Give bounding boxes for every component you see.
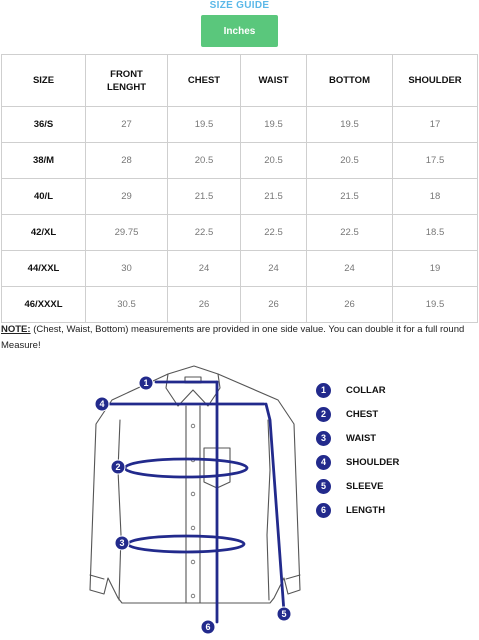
unit-toggle-button[interactable]: Inches [201, 15, 278, 47]
shirt-diagram [0, 360, 479, 640]
table-cell: 29.75 [86, 215, 168, 251]
table-row [2, 251, 478, 287]
measurement-markers [95, 376, 291, 634]
table-cell: 19.5 [241, 107, 307, 143]
legend-label: WAIST [346, 432, 377, 444]
measurement-lines [110, 382, 287, 622]
table-row [2, 215, 478, 251]
table-row [2, 107, 478, 143]
legend-label: SLEEVE [346, 480, 384, 492]
page-title: SIZE GUIDE [209, 0, 270, 11]
legend-number: 1 [316, 383, 331, 398]
legend-label: SHOULDER [346, 456, 400, 468]
table-row [2, 179, 478, 215]
table-cell: 21.5 [307, 179, 393, 215]
table-cell: 18.5 [393, 215, 478, 251]
table-cell: 17 [393, 107, 478, 143]
legend-number: 4 [316, 455, 331, 470]
legend-label: LENGTH [346, 504, 386, 516]
table-cell: 30.5 [86, 287, 168, 323]
table-cell: 18 [393, 179, 478, 215]
size-cell: 44/XXL [2, 251, 86, 287]
table-cell: 22.5 [168, 215, 241, 251]
legend-label: COLLAR [346, 384, 386, 396]
size-cell: 46/XXXL [2, 287, 86, 323]
legend-number: 6 [316, 503, 331, 518]
legend-number: 2 [316, 407, 331, 422]
marker-label: 6 [205, 622, 211, 632]
table-cell: 28 [86, 143, 168, 179]
table-cell: 21.5 [168, 179, 241, 215]
legend-number: 3 [316, 431, 331, 446]
table-cell: 26 [241, 287, 307, 323]
table-cell: 30 [86, 251, 168, 287]
column-header: WAIST [241, 55, 307, 107]
size-cell: 40/L [2, 179, 86, 215]
legend-item [316, 474, 399, 498]
table-cell: 19.5 [168, 107, 241, 143]
size-cell: 36/S [2, 107, 86, 143]
marker-label: 2 [115, 462, 121, 472]
legend-item [316, 450, 399, 474]
table-cell: 29 [86, 179, 168, 215]
size-cell: 38/M [2, 143, 86, 179]
table-cell: 24 [307, 251, 393, 287]
legend-number: 5 [316, 479, 331, 494]
table-cell: 22.5 [241, 215, 307, 251]
table-cell: 19.5 [393, 287, 478, 323]
column-header: BOTTOM [307, 55, 393, 107]
table-cell: 21.5 [241, 179, 307, 215]
legend-item [316, 402, 399, 426]
marker-label: 1 [143, 378, 149, 388]
marker-label: 3 [119, 538, 125, 548]
table-row [2, 287, 478, 323]
column-header: SIZE [2, 55, 86, 107]
legend-item [316, 378, 399, 402]
table-cell: 22.5 [307, 215, 393, 251]
table-cell: 20.5 [307, 143, 393, 179]
legend-label: CHEST [346, 408, 379, 420]
table-header-row [2, 55, 478, 107]
legend-item [316, 426, 399, 450]
column-header: CHEST [168, 55, 241, 107]
table-cell: 27 [86, 107, 168, 143]
note-label: NOTE: [1, 324, 31, 335]
note-text: (Chest, Waist, Bottom) measurements are provided in one side value. You can double it for a full round Measure! [1, 324, 465, 351]
column-header: SHOULDER [393, 55, 478, 107]
measurement-legend [316, 378, 399, 522]
table-cell: 17.5 [393, 143, 478, 179]
table-row [2, 143, 478, 179]
shirt-buttons [191, 424, 195, 598]
table-cell: 26 [307, 287, 393, 323]
measurement-note [1, 322, 477, 354]
table-cell: 24 [241, 251, 307, 287]
table-cell: 20.5 [241, 143, 307, 179]
size-cell: 42/XL [2, 215, 86, 251]
column-header-text: FRONT LENGHT [106, 68, 147, 93]
marker-label: 5 [281, 609, 287, 619]
table-cell: 19 [393, 251, 478, 287]
table-cell: 20.5 [168, 143, 241, 179]
size-table [1, 54, 478, 323]
table-cell: 24 [168, 251, 241, 287]
table-cell: 26 [168, 287, 241, 323]
column-header [86, 55, 168, 107]
marker-label: 4 [99, 399, 105, 409]
legend-item [316, 498, 399, 522]
shirt-outline [90, 366, 300, 603]
table-cell: 19.5 [307, 107, 393, 143]
